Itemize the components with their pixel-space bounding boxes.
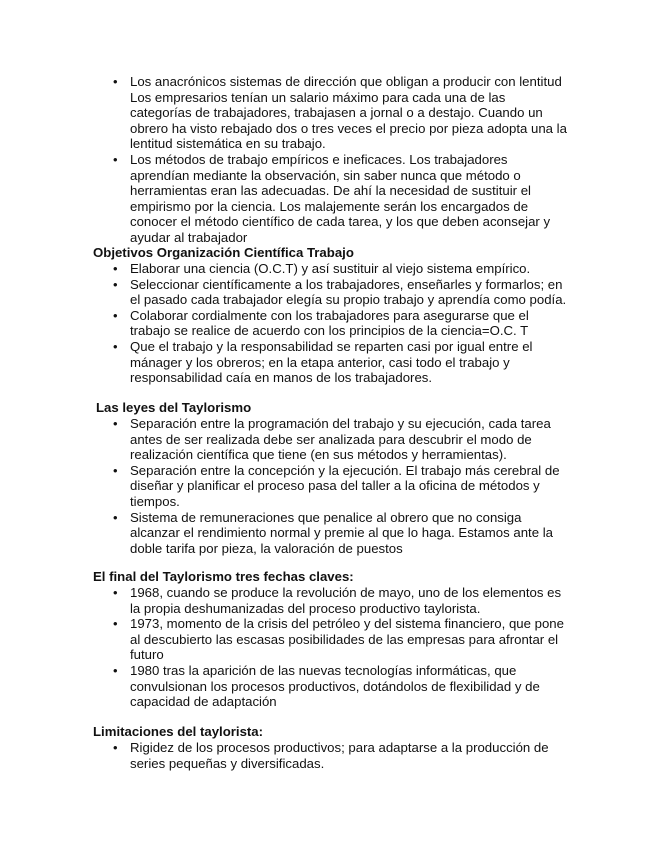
list-item-text: Colaborar cordialmente con los trabajadores para asegurarse que el trabajo se realice de acuerdo con los principios de la ciencia=O.C. T: [130, 307, 529, 339]
leyes-list: [0, 416, 655, 556]
bullet-icon: •: [113, 261, 118, 276]
section-heading-limitaciones: Limitaciones del taylorista:: [93, 724, 264, 739]
final-list: [0, 585, 655, 710]
list-item: [0, 663, 568, 710]
bullet-icon: •: [113, 74, 118, 89]
list-item-text: 1973, momento de la crisis del petróleo y del sistema financiero, que pone al descubierto las escasas posibilidades de las empresas para afrontar el futuro: [130, 616, 564, 663]
list-item: [0, 585, 568, 616]
list-item: [0, 740, 568, 771]
bullet-icon: •: [113, 462, 118, 478]
list-item: [0, 261, 568, 277]
list-item-text: Separación entre la concepción y la ejecución. El trabajo más cerebral de diseñar y planificar el proceso pasa del taller a la oficina de métodos y tiempos.: [130, 462, 560, 509]
section-heading-final: El final del Taylorismo tres fechas claves:: [93, 569, 354, 584]
list-item: [0, 152, 568, 246]
section-heading-objetivos: Objetivos Organización Científica Trabajo: [93, 245, 354, 260]
list-item-text: Separación entre la programación del trabajo y su ejecución, cada tarea antes de ser realizada debe ser analizada para descubrir el modo de realización científica que tiene (en sus métodos y herramientas).: [130, 416, 551, 463]
bullet-icon: •: [113, 740, 118, 755]
bullet-icon: •: [113, 616, 118, 632]
intro-list: [0, 74, 655, 246]
bullet-icon: •: [113, 307, 118, 323]
list-item-text: Elaborar una ciencia (O.C.T) y así sustituir al viejo sistema empírico.: [130, 261, 531, 276]
section-heading-leyes: Las leyes del Taylorismo: [96, 400, 252, 415]
list-item: [0, 463, 568, 510]
bullet-icon: •: [113, 662, 118, 678]
list-item-text: Que el trabajo y la responsabilidad se reparten casi por igual entre el mánager y los obreros; en la etapa anterior, casi todo el trabajo y responsabilidad caía en manos de los trabajadores.: [130, 338, 533, 386]
objetivos-list: [0, 261, 655, 386]
list-item-text: Rigidez de los procesos productivos; para adaptarse a la producción de series pequeñas y diversificadas.: [130, 740, 549, 771]
list-item: [0, 510, 568, 557]
list-item-text: 1968, cuando se produce la revolución de mayo, uno de los elementos es la propia deshumanizadas del proceso productivo taylorista.: [130, 585, 562, 616]
list-item: [0, 416, 568, 463]
bullet-icon: •: [113, 338, 118, 354]
bullet-icon: •: [113, 585, 118, 600]
list-item: [0, 74, 568, 152]
list-item: [0, 616, 568, 663]
bullet-icon: •: [113, 509, 118, 525]
list-item-text: 1980 tras la aparición de las nuevas tecnologías informáticas, que convulsionan los procesos productivos, dotándolos de flexibilidad y de capacidad de adaptación: [130, 662, 540, 710]
list-item: [0, 339, 568, 386]
limitaciones-list: [0, 740, 655, 771]
list-item: [0, 308, 568, 339]
list-item-text: Seleccionar científicamente a los trabajadores, enseñarles y formarlos; en el pasado cada trabajador elegía su propio trabajo y aprendía como podía.: [130, 276, 567, 308]
list-item-text: Sistema de remuneraciones que penalice al obrero que no consiga alcanzar el rendimiento normal y premie al que lo haga. Estamos ante la doble tarifa por pieza, la valoración de puestos: [130, 509, 553, 556]
list-item: [0, 277, 568, 308]
bullet-icon: •: [113, 151, 118, 167]
bullet-icon: •: [113, 276, 118, 292]
bullet-icon: •: [113, 416, 118, 431]
list-item-text: Los anacrónicos sistemas de dirección que obligan a producir con lentitud Los empresarios tenían un salario máximo para cada una de las categorías de trabajadores, trabajasen a jornal o a destajo. Cuando un obrero ha visto rebajado dos o tres veces el precio por pieza adopta una la lentitud sistemática en su trabajo.: [130, 74, 567, 152]
list-item-text: Los métodos de trabajo empíricos e ineficaces. Los trabajadores aprendían mediante la observación, sin saber nunca que método o herramientas eran las adecuadas. De ahí la necesidad de sustituir el empirismo por la ciencia. Los malajemente serán los encargados de conocer el método científico de cada tarea, y los que deben aconsejar y ayudar al trabajador: [130, 151, 551, 245]
